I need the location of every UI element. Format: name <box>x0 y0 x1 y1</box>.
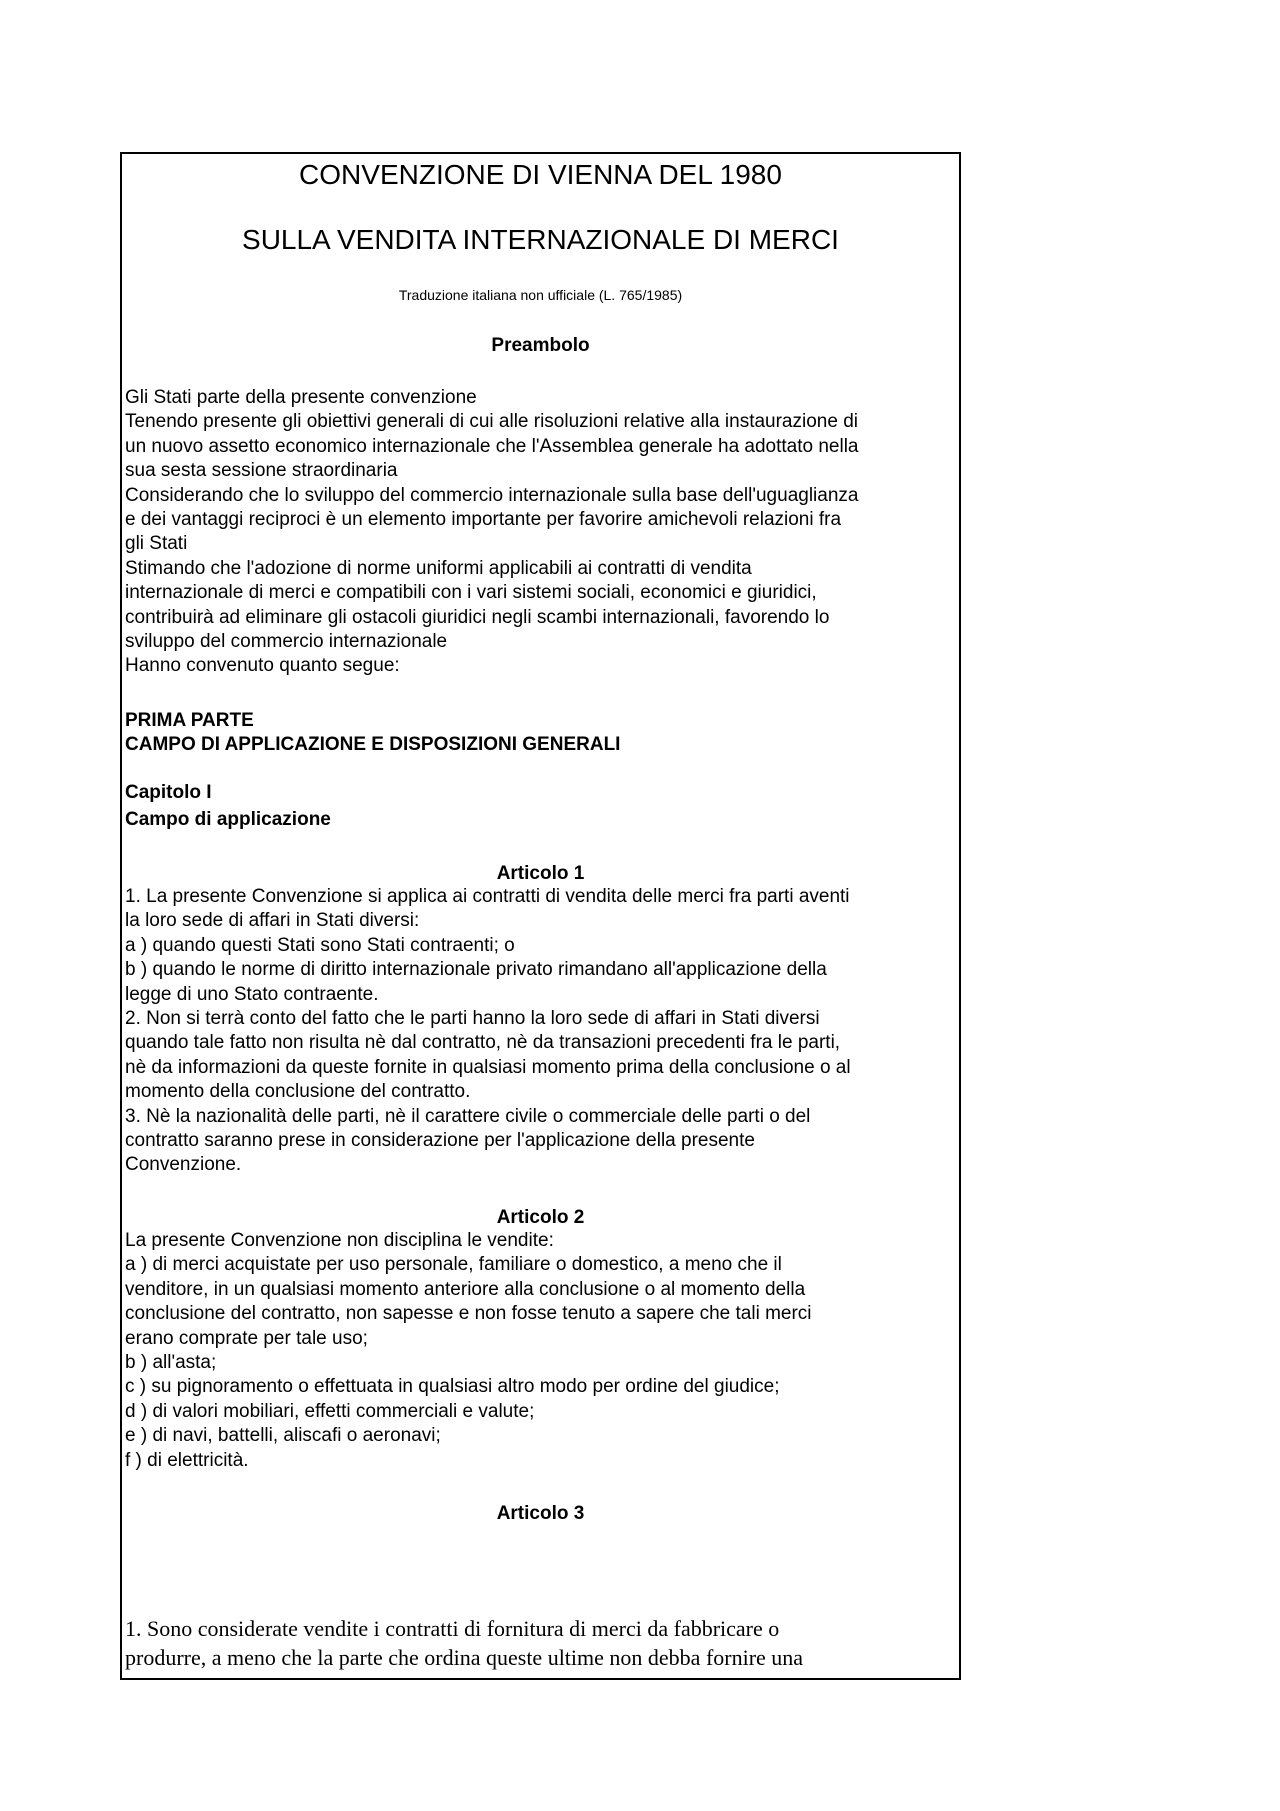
preamble-line: Tenendo presente gli obiettivi generali di cui alle risoluzioni relative alla instaurazione di <box>125 411 858 433</box>
article-3-line: produrre, a meno che la parte che ordina queste ultime non debba fornire una <box>125 1645 804 1670</box>
preamble-line: Considerando che lo sviluppo del commercio internazionale sulla base dell'uguaglianza <box>125 484 859 506</box>
article-2-line: erano comprate per tale uso; <box>125 1327 368 1349</box>
chapter-title: Capitolo I <box>125 782 212 803</box>
article-1-line: 3. Nè la nazionalità delle parti, nè il carattere civile o commerciale delle parti o del <box>125 1105 811 1127</box>
article-2-line: venditore, in un qualsiasi momento anteriore alla conclusione o al momento della <box>125 1278 806 1300</box>
preamble-line: Gli Stati parte della presente convenzione <box>125 387 477 408</box>
preamble-text <box>125 386 956 679</box>
preamble-line: sviluppo del commercio internazionale <box>125 631 448 653</box>
preamble-line: internazionale di merci e compatibili con i vari sistemi sociali, economici e giuridici, <box>125 582 817 604</box>
article-1-line: momento della conclusione del contratto. <box>125 1081 471 1103</box>
article-1-line: quando tale fatto non risulta nè dal contratto, nè da transazioni precedenti fra le parti, <box>125 1032 841 1054</box>
article-2-line: c ) su pignoramento o effettuata in qualsiasi altro modo per ordine del giudice; <box>125 1376 780 1398</box>
article-1-line: la loro sede di affari in Stati diversi: <box>125 910 420 932</box>
article-1-line: legge di uno Stato contraente. <box>125 983 379 1005</box>
article-2-line: La presente Convenzione non disciplina le vendite: <box>125 1230 554 1251</box>
article-2-line: a ) di merci acquistate per uso personale, familiare o domestico, a meno che il <box>125 1254 782 1276</box>
article-1-line: 2. Non si terrà conto del fatto che le parti hanno la loro sede di affari in Stati diversi <box>125 1008 820 1030</box>
article-2-text <box>125 1229 956 1473</box>
article-1-text <box>125 885 956 1178</box>
article-1-line: a ) quando questi Stati sono Stati contraenti; o <box>125 934 515 956</box>
article-2-heading: Articolo 2 <box>496 1207 585 1228</box>
article-1-line: 1. La presente Convenzione si applica ai contratti di vendita delle merci fra parti aventi <box>125 886 850 907</box>
part-title: PRIMA PARTE <box>125 710 254 731</box>
preamble-line: Stimando che l'adozione di norme uniformi applicabili ai contratti di vendita <box>125 557 752 579</box>
article-1-line: Convenzione. <box>125 1154 242 1176</box>
article-2-line: d ) di valori mobiliari, effetti commerciali e valute; <box>125 1400 535 1422</box>
article-3-line: 1. Sono considerate vendite i contratti di fornitura di merci da fabbricare o <box>125 1616 780 1641</box>
preamble-line: contribuirà ad eliminare gli ostacoli giuridici negli scambi internazionali, favorendo lo <box>125 606 830 628</box>
article-1-line: nè da informazioni da queste fornite in qualsiasi momento prima della conclusione o al <box>125 1056 851 1078</box>
article-1-heading: Articolo 1 <box>496 863 585 884</box>
article-2-line: f ) di elettricità. <box>125 1449 249 1471</box>
preamble-line: Hanno convenuto quanto segue: <box>125 655 400 677</box>
chapter-subtitle: Campo di applicazione <box>125 809 331 830</box>
preamble-line: gli Stati <box>125 533 188 555</box>
part-subtitle: CAMPO DI APPLICAZIONE E DISPOSIZIONI GENERALI <box>125 734 621 755</box>
document-frame <box>120 152 961 1680</box>
article-3-text <box>125 1614 956 1672</box>
article-1-line: b ) quando le norme di diritto internazionale privato rimandano all'applicazione della <box>125 959 827 981</box>
article-3-heading: Articolo 3 <box>496 1503 585 1524</box>
preamble-line: un nuovo assetto economico internazionale che l'Assemblea generale ha adottato nella <box>125 435 859 457</box>
preamble-line: e dei vantaggi reciproci è un elemento importante per favorire amichevoli relazioni fra <box>125 509 842 531</box>
preamble-heading: Preambolo <box>491 335 590 356</box>
translation-note: Traduzione italiana non ufficiale (L. 765/1985) <box>398 287 683 303</box>
article-1-line: contratto saranno prese in considerazione per l'applicazione della presente <box>125 1130 755 1152</box>
article-2-line: conclusione del contratto, non sapesse e non fosse tenuto a sapere che tali merci <box>125 1303 812 1325</box>
preamble-line: sua sesta sessione straordinaria <box>125 460 398 482</box>
article-2-line: e ) di navi, battelli, aliscafi o aeronavi; <box>125 1425 441 1447</box>
document-title: CONVENZIONE DI VIENNA DEL 1980 <box>299 159 782 190</box>
document-subtitle: SULLA VENDITA INTERNAZIONALE DI MERCI <box>242 224 839 255</box>
article-2-line: b ) all'asta; <box>125 1352 217 1374</box>
